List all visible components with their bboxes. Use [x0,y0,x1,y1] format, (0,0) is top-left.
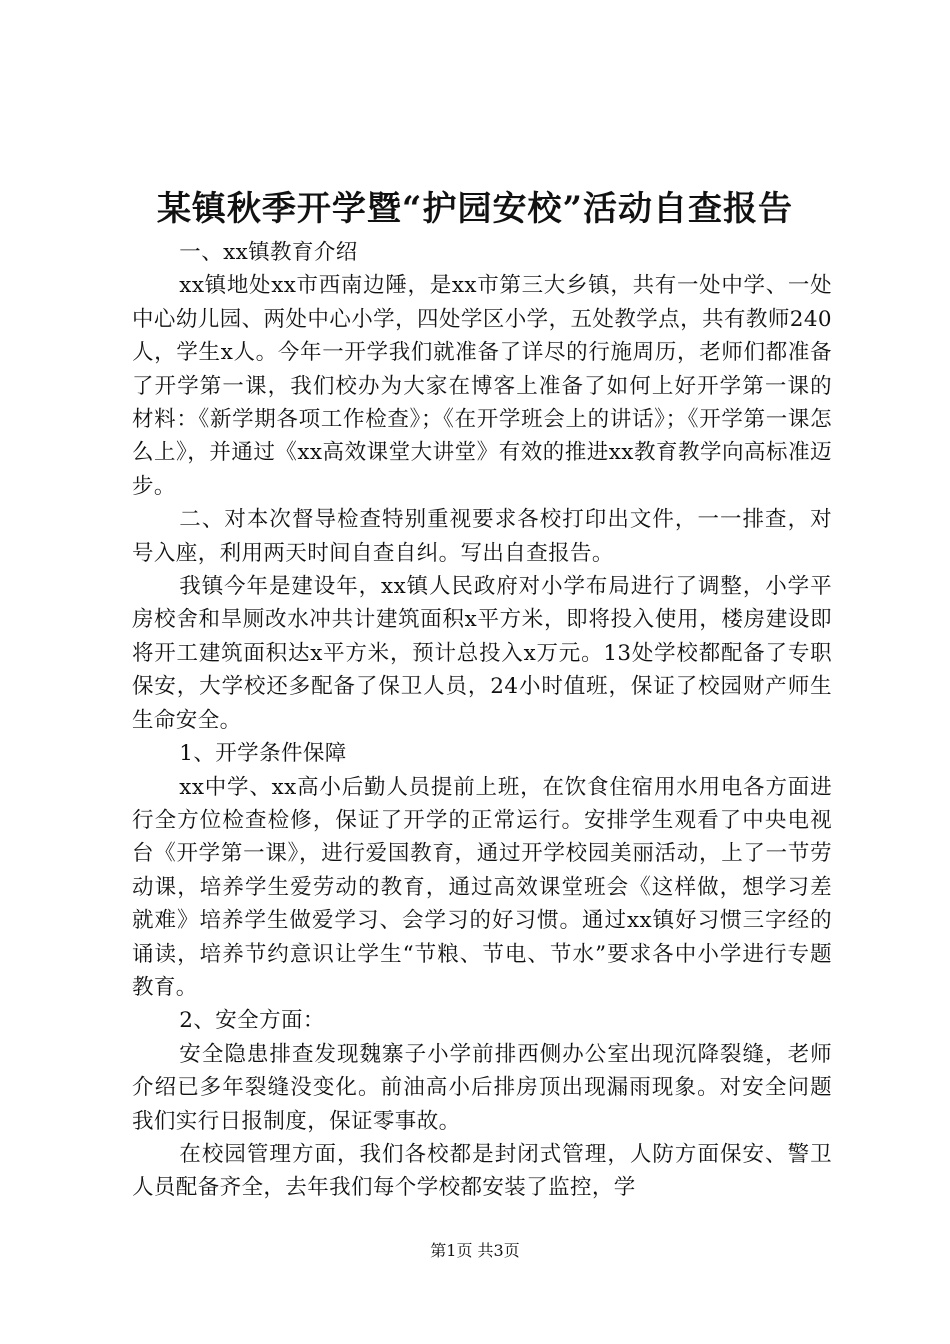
paragraph-town-overview: xx镇地处xx市西南边陲，是xx市第三大乡镇，共有一处中学、一处中心幼儿园、两处中心小学，四处学区小学，五处教学点，共有教师240人，学生x人。今年一开学我们就准备了详尽的行施周历，老师们都准备了开学第一课，我们校办为大家在博客上准备了如何上好开学第一课的材料：《新学期各项工作检查》；《在开学班会上的讲话》；《开学第一课怎么上》，并通过《xx高效课堂大讲堂》有效的推进xx教育教学向高标准迈步。 [132,273,832,499]
subheading-safety: 2、安全方面： [179,1008,325,1034]
paragraph-construction: 我镇今年是建设年，xx镇人民政府对小学布局进行了调整，小学平房校舍和旱厕改水冲共计建筑面积x平方米，即将投入使用，楼房建设即将开工建筑面积达x平方米，预计总投入x万元。13处学校都配备了专职保安，大学校还多配备了保卫人员，24小时值班，保证了校园财产师生生命安全。 [132,574,832,733]
subheading-opening-conditions: 1、开学条件保障 [179,741,347,767]
document-title: 某镇秋季开学暨“护园安校”活动自查报告 [156,189,794,229]
paragraph-opening-conditions: xx中学、xx高小后勤人员提前上班，在饮食住宿用水用电各方面进行全方位检查检修，保证了开学的正常运行。安排学生观看了中央电视台《开学第一课》，进行爱国教育，通过开学校园美丽活动，上了一节劳动课，培养学生爱劳动的教育，通过高效课堂班会《这样做，想学习差就难》培养学生做爱学习、会学习的好习惯。通过xx镇好习惯三字经的诵读，培养节约意识让学生“节粮、节电、节水”要求各中小学进行专题教育。 [132,774,832,1000]
paragraph-campus-management: 在校园管理方面，我们各校都是封闭式管理，人防方面保安、警卫人员配备齐全，去年我们每个学校都安装了监控，学 [132,1141,832,1201]
page-footer: 第1页 共3页 [430,1241,520,1260]
section-heading-inspection: 二、对本次督导检查特别重视要求各校打印出文件，一一排查，对号入座，利用两天时间自查自纠。写出自查报告。 [132,507,832,566]
section-heading-education-intro: 一、xx镇教育介绍 [179,240,358,265]
document-body [132,236,832,1205]
paragraph-safety-hazards: 安全隐患排查发现魏寨子小学前排西侧办公室出现沉降裂缝，老师介绍已多年裂缝没变化。前油高小后排房顶出现漏雨现象。对安全问题我们实行日报制度，保证零事故。 [132,1041,832,1134]
